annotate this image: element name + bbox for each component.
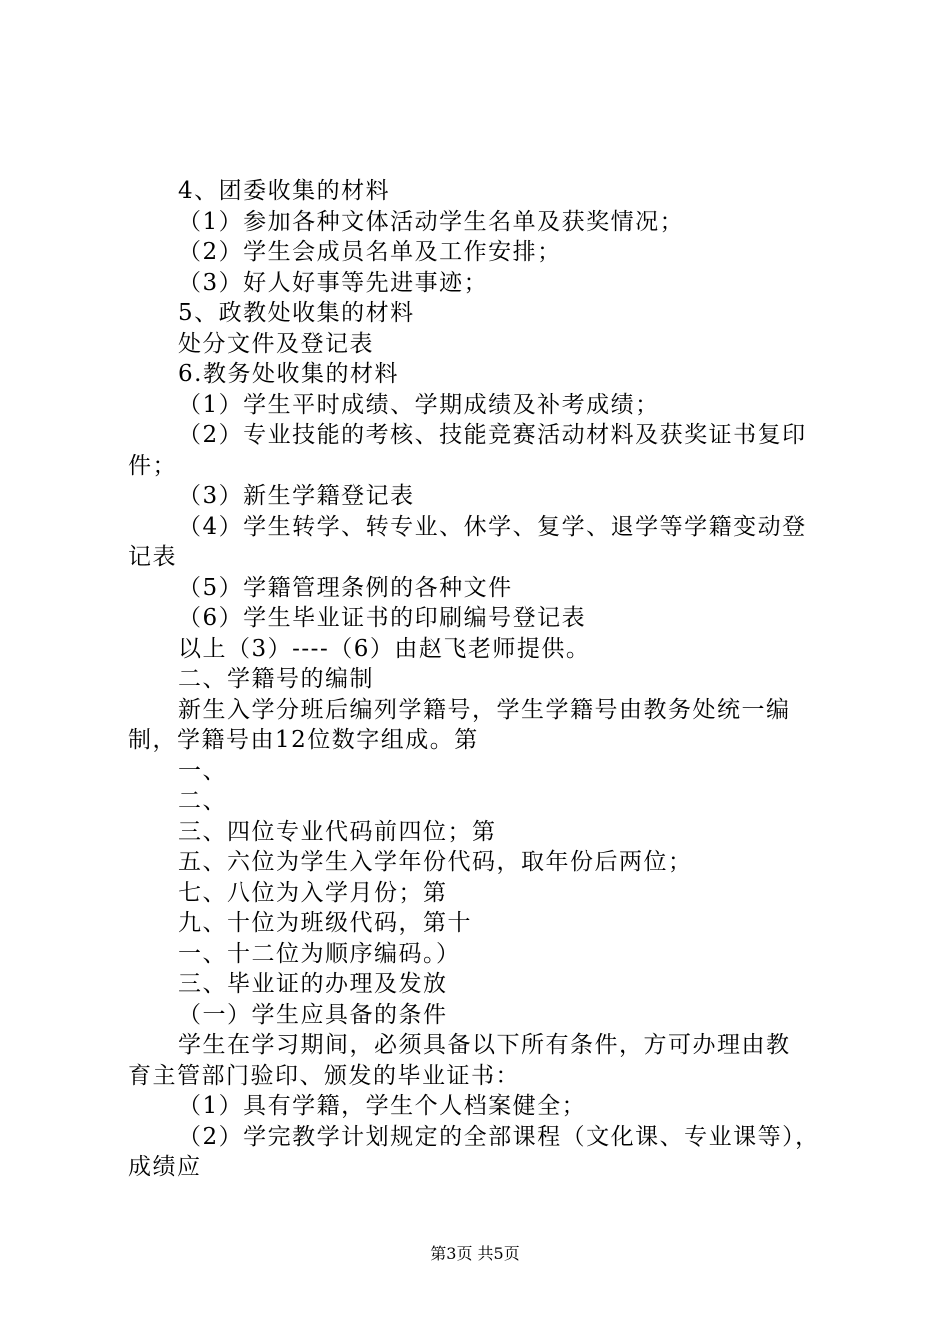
text-line: 育主管部门验印、颁发的毕业证书： <box>128 1062 520 1089</box>
text-line: 6.教务处收集的材料 <box>178 361 399 387</box>
text-line: （2）学生会成员名单及工作安排； <box>178 239 562 265</box>
text-line: 学生在学习期间，必须具备以下所有条件，方可办理由教 <box>178 1032 791 1058</box>
text-line: 三、四位专业代码前四位；第 <box>178 818 497 845</box>
text-line: 制，学籍号由12位数字组成。第 <box>128 727 479 753</box>
text-line: 以上（3）----（6）由赵飞老师提供。 <box>178 635 591 662</box>
text-line: 一、 <box>178 757 227 784</box>
section-heading: 二、学籍号的编制 <box>178 666 374 692</box>
text-line: 处分文件及登记表 <box>178 330 374 357</box>
document-body <box>128 176 840 1183</box>
text-line: （1）具有学籍，学生个人档案健全； <box>178 1093 587 1119</box>
text-line: 件； <box>128 452 177 479</box>
text-line: （4）学生转学、转专业、休学、复学、退学等学籍变动登 <box>178 513 807 540</box>
text-line: （3）好人好事等先进事迹； <box>178 269 489 296</box>
text-line: （1）学生平时成绩、学期成绩及补考成绩； <box>178 391 660 418</box>
text-line: 二、 <box>178 788 227 814</box>
section-heading: 三、毕业证的办理及发放 <box>178 971 448 997</box>
text-line: 新生入学分班后编列学籍号，学生学籍号由教务处统一编 <box>178 696 791 723</box>
text-line: 5、政教处收集的材料 <box>178 300 415 326</box>
text-line: （1）参加各种文体活动学生名单及获奖情况； <box>178 208 685 235</box>
text-line: 成绩应 <box>128 1154 202 1180</box>
text-line: （6）学生毕业证书的印刷编号登记表 <box>178 605 587 631</box>
text-line: 一、十二位为顺序编码。） <box>178 940 461 967</box>
text-line: 4、团委收集的材料 <box>178 178 391 204</box>
text-line: 九、十位为班级代码，第十 <box>178 910 472 936</box>
text-line: （2）学完教学计划规定的全部课程（文化课、专业课等）， <box>178 1123 820 1150</box>
text-line: 七、八位为入学月份；第 <box>178 879 448 906</box>
text-line: （2）专业技能的考核、技能竞赛活动材料及获奖证书复印 <box>178 422 807 448</box>
text-line: （5）学籍管理条例的各种文件 <box>178 574 513 601</box>
text-line: 五、六位为学生入学年份代码，取年份后两位； <box>178 849 693 875</box>
page-number-footer: 第3页 共5页 <box>430 1244 520 1263</box>
text-line: 记表 <box>128 544 177 570</box>
subsection-heading: （一）学生应具备的条件 <box>178 1001 448 1028</box>
text-line: （3）新生学籍登记表 <box>178 483 415 509</box>
